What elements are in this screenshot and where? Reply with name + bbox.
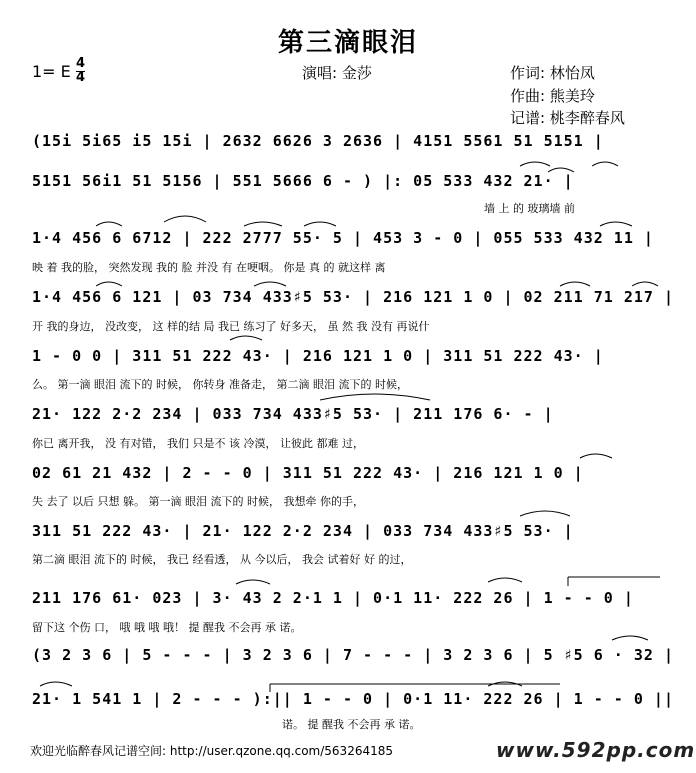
- slur-mark: [96, 282, 122, 286]
- score-line-notes: 5151 56i1 51 5156 | 551 5666 6 - ) |: 05 533 432 21· |: [32, 172, 574, 190]
- score-line-notes: 02 61 21 432 | 2 - - 0 | 311 51 222 43· | 216 121 1 0 |: [32, 464, 584, 482]
- score-line-notes: 311 51 222 43· | 21· 122 2·2 234 | 033 734 433♯5 53· |: [32, 522, 574, 540]
- score-line-notes: (3 2 3 6 | 5 - - - | 3 2 3 6 | 7 - - - | 3 2 3 6 | 5 ♯5 6 · 32 |: [32, 646, 674, 664]
- score-line-lyrics: 失 去了 以后 只想 躲。 第一滴 眼泪 流下的 时候， 我想牵 你的手，: [32, 495, 364, 508]
- slur-mark: [632, 282, 658, 286]
- slur-mark: [236, 580, 270, 584]
- time-signature-top: 4: [76, 56, 86, 71]
- slur-mark: [244, 222, 282, 226]
- slur-mark: [592, 162, 618, 166]
- score-line-notes: 1·4 456 6 6712 | 222 2777 55· 5 | 453 3 - 0 | 055 533 432 11 |: [32, 229, 654, 247]
- score-line-notes: 1 - 0 0 | 311 51 222 43· | 216 121 1 0 | 311 51 222 43· |: [32, 347, 604, 365]
- slur-mark: [164, 216, 206, 222]
- score-line-lyrics: 留下这 个伤 口， 哦 哦 哦 哦！ 提 醒我 不会再 承 诺。: [32, 621, 302, 634]
- score-line-notes: 211 176 61· 023 | 3· 43 2 2·1 1 | 0·1 11· 222 26 | 1 - - 0 |: [32, 589, 634, 607]
- score-line-notes: 1·4 456 6 121 | 03 734 433♯5 53· | 216 121 1 0 | 02 211 71 217 |: [32, 288, 674, 306]
- score-line-notes: 21· 1 541 1 | 2 - - - ):|| 1 - - 0 | 0·1 11· 222 26 | 1 - - 0 ||: [32, 690, 674, 708]
- slur-mark: [580, 454, 612, 458]
- slur-mark: [612, 636, 648, 640]
- slur-mark: [600, 222, 632, 226]
- score-line-lyrics: 么。 第一滴 眼泪 流下的 时候， 你转身 准备走， 第二滴 眼泪 流下的 时候，: [32, 378, 408, 391]
- slur-mark: [254, 282, 286, 286]
- slur-mark: [40, 682, 72, 686]
- slur-mark: [488, 578, 522, 582]
- score-line-lyrics: 诺。 提 醒我 不会再 承 诺。: [282, 718, 421, 731]
- score-line-lyrics: 第二滴 眼泪 流下的 时候， 我已 经看透， 从 今以后， 我会 试着好 好 的过，: [32, 553, 412, 566]
- slur-mark: [520, 162, 550, 166]
- slur-mark: [320, 394, 430, 400]
- score-line-notes: (15i 5i65 i5 15i | 2632 6626 3 2636 | 4151 5561 51 5151 |: [32, 132, 604, 150]
- slur-mark: [230, 336, 262, 340]
- brand-watermark: www.592pp.com: [496, 738, 696, 762]
- footer-text: 欢迎光临醉春风记谱空间: http://user.qzone.qq.com/563264185: [30, 744, 394, 758]
- composer-credit: 作曲: 熊美玲: [510, 87, 595, 105]
- lyricist-credit: 作词: 林怡凤: [510, 64, 595, 82]
- score-line-notes: 21· 122 2·2 234 | 033 734 433♯5 53· | 211 176 6· - |: [32, 405, 554, 423]
- score-line-lyrics: 墙 上 的 玻璃墙 前: [484, 202, 575, 215]
- song-title: 第三滴眼泪: [277, 28, 418, 58]
- slur-mark: [96, 222, 122, 226]
- time-signature-bottom: 4: [76, 70, 86, 85]
- score-line-lyrics: 开 我的身边， 没改变， 这 样的结 局 我已 练习了 好多天， 虽 然 我 没有 再说什: [32, 320, 430, 333]
- score-line-lyrics: 你已 离开我， 没 有对错， 我们 只是不 该 冷漠， 让彼此 都难 过，: [32, 437, 364, 450]
- transcriber-credit: 记谱: 桃李醉春风: [510, 109, 625, 127]
- slur-mark: [520, 511, 570, 516]
- score-line-lyrics: 映 着 我的脸， 突然发现 我的 脸 并没 有 在哽咽。 你是 真 的 就这样 离: [32, 261, 386, 274]
- singer-credit: 演唱: 金莎: [302, 64, 372, 82]
- slur-mark: [304, 222, 336, 226]
- slur-mark: [548, 168, 574, 172]
- key-signature: 1= E: [32, 62, 71, 81]
- slur-mark: [560, 282, 590, 286]
